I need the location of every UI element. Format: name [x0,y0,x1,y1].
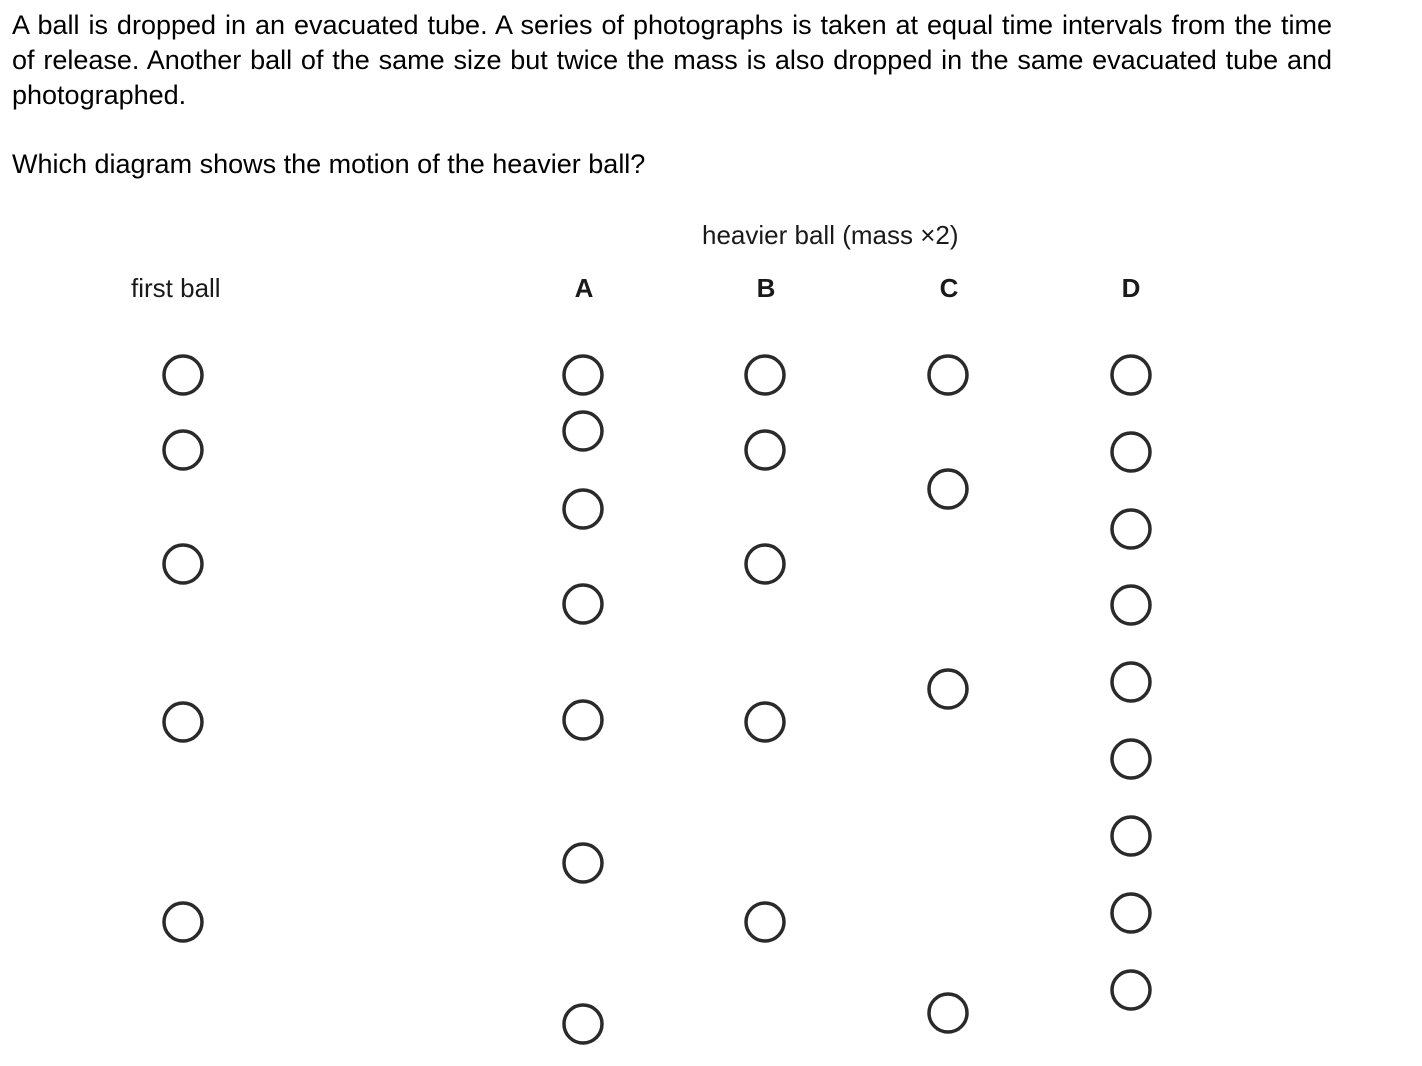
ball [564,356,602,394]
ball [929,670,967,708]
ball [929,356,967,394]
ball [1112,433,1150,471]
ball [1112,740,1150,778]
ball [1112,971,1150,1009]
first-ball-column [164,356,202,941]
ball [1112,586,1150,624]
option-d-label[interactable]: D [1121,273,1141,303]
question-prompt: Which diagram shows the motion of the heavier ball? [12,149,646,179]
ball [564,490,602,528]
ball [564,585,602,623]
ball [564,412,602,450]
ball [164,545,202,583]
heavier-ball-label: heavier ball (mass ×2) [702,220,959,250]
ball [746,356,784,394]
ball [746,703,784,741]
option-a-label[interactable]: A [574,273,594,303]
ball [1112,510,1150,548]
ball [164,356,202,394]
ball [1112,894,1150,932]
ball [1112,817,1150,855]
ball [1112,663,1150,701]
option-b-label[interactable]: B [756,273,776,303]
ball [564,701,602,739]
ball [164,903,202,941]
ball [164,703,202,741]
option-d-column[interactable] [1112,356,1150,1009]
option-a-column[interactable] [564,356,602,1043]
ball [564,844,602,882]
ball [746,903,784,941]
ball [746,431,784,469]
option-c-column[interactable] [929,356,967,1032]
question-text: A ball is dropped in an evacuated tube. A series of photographs is taken at equal time intervals from the time of release. Another ball of the same size but twice the mass is also dropped in the same evacuated tube and photographed. [12,10,1332,110]
ball [1112,356,1150,394]
option-b-column[interactable] [746,356,784,941]
ball [929,994,967,1032]
option-c-label[interactable]: C [939,273,959,303]
ball [746,545,784,583]
first-ball-label: first ball [131,273,221,303]
ball [164,431,202,469]
ball [564,1005,602,1043]
ball [929,470,967,508]
